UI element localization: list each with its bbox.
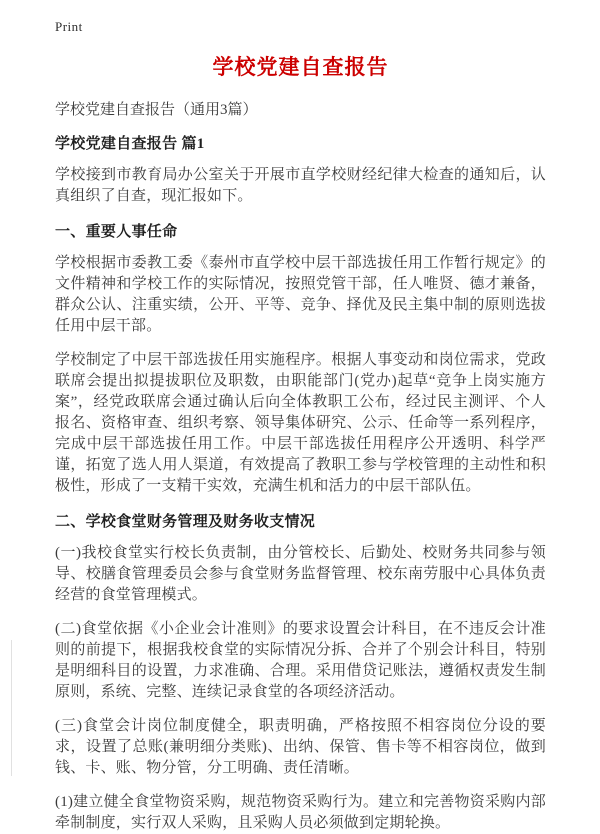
- page-title: 学校党建自查报告: [212, 55, 389, 79]
- document-heading: 二、学校食堂财务管理及财务收支情况: [55, 514, 316, 530]
- document-body: [55, 132, 546, 834]
- document-paragraph: 学校制定了中层干部选拔任用实施程序。根据人事变动和岗位需求，党政联席会提出拟提拔职位及职数，由职能部门(党办)起草“竞争上岗实施方案”，经党政联席会通过确认后向全体教职工公布，经过民主测评、个人报名、资格审查、组织考察、领导集体研究、公示、任命等一系列程序，完成中层干部选拔任用工作。中层干部选拔任用程序公开透明、科学严谨，拓宽了选人用人渠道，有效提高了教职工参与学校管理的主动性和积极性，形成了一支精干实效，充满生机和活力的中层干部队伍。: [55, 352, 546, 494]
- document-paragraph: 学校接到市教育局办公室关于开展市直学校财经纪律大检查的通知后，认真组织了自查，现汇报如下。: [55, 167, 546, 204]
- document-subtitle: 学校党建自查报告（通用3篇）: [55, 102, 258, 118]
- document-paragraph: (一)我校食堂实行校长负责制，由分管校长、后勤处、校财务共同参与领导、校膳食管理委员会参与食堂财务监督管理、校东南劳服中心具体负责经营的食堂管理模式。: [55, 545, 546, 603]
- print-button[interactable]: Print: [55, 19, 83, 34]
- document-heading: 学校党建自查报告 篇1: [55, 136, 205, 152]
- document-paragraph: (三)食堂会计岗位制度健全，职责明确，严格按照不相容岗位分设的要求，设置了总账(兼明细分类账)、出纳、保管、售卡等不相容岗位，做到钱、卡、账、物分管，分工明确、责任清晰。: [55, 718, 546, 776]
- document-paragraph: (二)食堂依据《小企业会计准则》的要求设置会计科目，在不违反会计准则的前提下，根据我校食堂的实际情况分拆、合并了个别会计科目，特别是明细科目的设置，力求准确、合理。采用借贷记账法，遵循权责发生制原则，系统、完整、连续记录食堂的各项经济活动。: [55, 621, 546, 700]
- document-heading: 一、重要人事任命: [55, 224, 178, 240]
- scan-edge-artifact: [11, 640, 12, 776]
- document-paragraph: (1)建立健全食堂物资采购，规范物资采购行为。建立和完善物资采购内部牵制制度，实行双人采购，且采购人员必须做到定期轮换。: [55, 794, 546, 831]
- document-paragraph: 学校根据市委教工委《泰州市直学校中层干部选拔任用工作暂行规定》的文件精神和学校工作的实际情况，按照党管干部，任人唯贤、德才兼备，群众公认、注重实绩，公开、平等、竞争、择优及民主集中制的原则选拔任用中层干部。: [55, 255, 546, 334]
